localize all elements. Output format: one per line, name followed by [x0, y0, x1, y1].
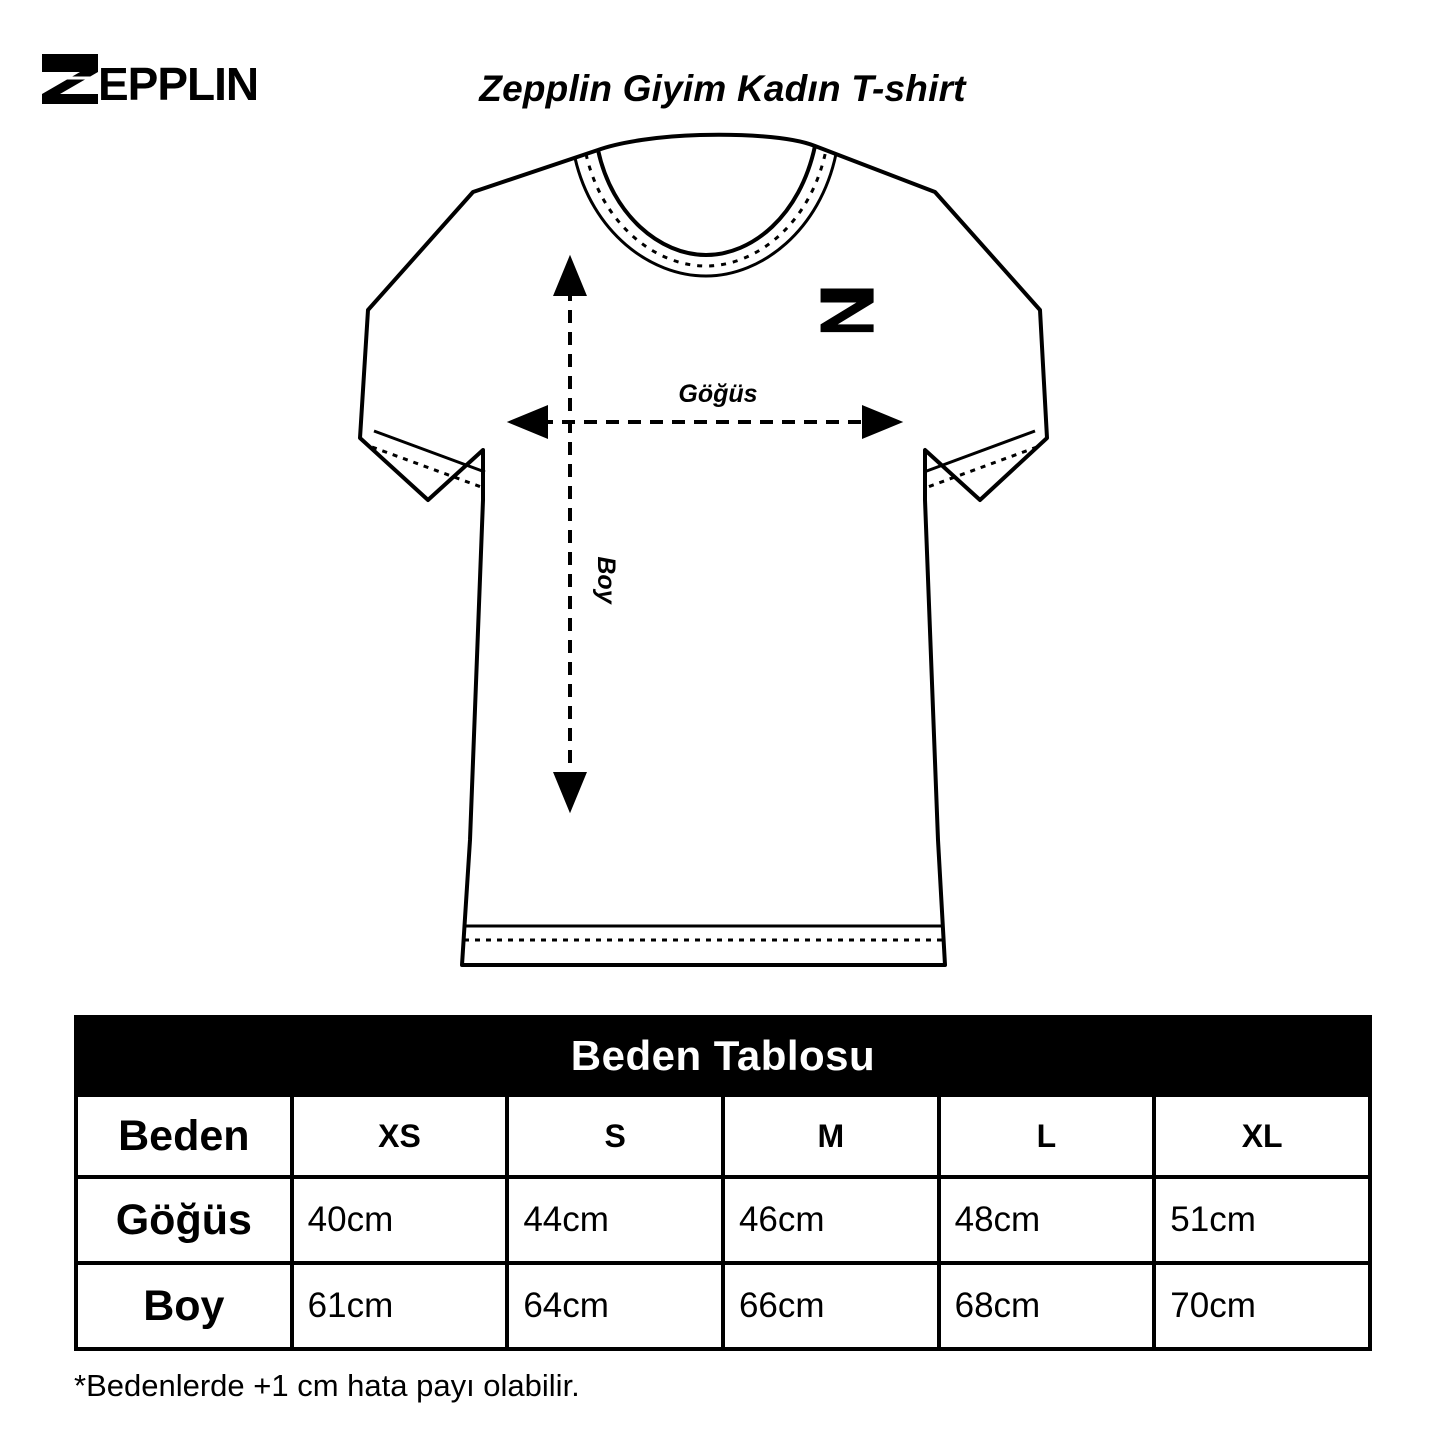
- page-title-light: Zepplin Giyim: [479, 68, 737, 109]
- page-header: [0, 0, 1445, 130]
- tshirt-illustration: [0, 120, 1445, 1010]
- cell-boy-l: 68cm: [939, 1263, 1155, 1349]
- bottom-hem-stitching: [464, 926, 943, 940]
- vertical-double-arrow-icon: [556, 260, 584, 808]
- page-title-bold: Kadın T-shirt: [736, 68, 966, 109]
- table-row: [76, 1177, 1370, 1263]
- size-table-container: [74, 1015, 1372, 1351]
- size-table-header-row: [76, 1095, 1370, 1177]
- cell-boy-xs: 61cm: [292, 1263, 508, 1349]
- cell-gogus-xs: 40cm: [292, 1177, 508, 1263]
- size-table: [74, 1015, 1372, 1351]
- chest-measure-label: Göğüs: [678, 380, 758, 408]
- header-cell-xl: XL: [1154, 1095, 1370, 1177]
- cell-gogus-s: 44cm: [507, 1177, 723, 1263]
- header-cell-xs: XS: [292, 1095, 508, 1177]
- sleeve-hem-stitching-left: [372, 431, 485, 488]
- table-row: [76, 1263, 1370, 1349]
- row-label-gogus: Göğüs: [76, 1177, 292, 1263]
- header-cell-beden: Beden: [76, 1095, 292, 1177]
- header-cell-l: L: [939, 1095, 1155, 1177]
- cell-boy-s: 64cm: [507, 1263, 723, 1349]
- footnote: *Bedenlerde +1 cm hata payı olabilir.: [74, 1368, 580, 1403]
- header-cell-m: M: [723, 1095, 939, 1177]
- cell-gogus-xl: 51cm: [1154, 1177, 1370, 1263]
- svg-text:EPPLIN: EPPLIN: [98, 58, 259, 108]
- cell-gogus-l: 48cm: [939, 1177, 1155, 1263]
- sleeve-hem-stitching-right: [924, 431, 1037, 488]
- length-measure-label: Boy: [592, 556, 620, 604]
- cell-boy-xl: 70cm: [1154, 1263, 1370, 1349]
- cell-boy-m: 66cm: [723, 1263, 939, 1349]
- tshirt-outline-icon: [360, 135, 1047, 965]
- cell-gogus-m: 46cm: [723, 1177, 939, 1263]
- zepplin-z-mark: [821, 288, 874, 332]
- header-cell-s: S: [507, 1095, 723, 1177]
- size-table-title-row: [76, 1017, 1370, 1095]
- size-table-title: Beden Tablosu: [76, 1017, 1370, 1095]
- row-label-boy: Boy: [76, 1263, 292, 1349]
- page-title: [0, 68, 1445, 110]
